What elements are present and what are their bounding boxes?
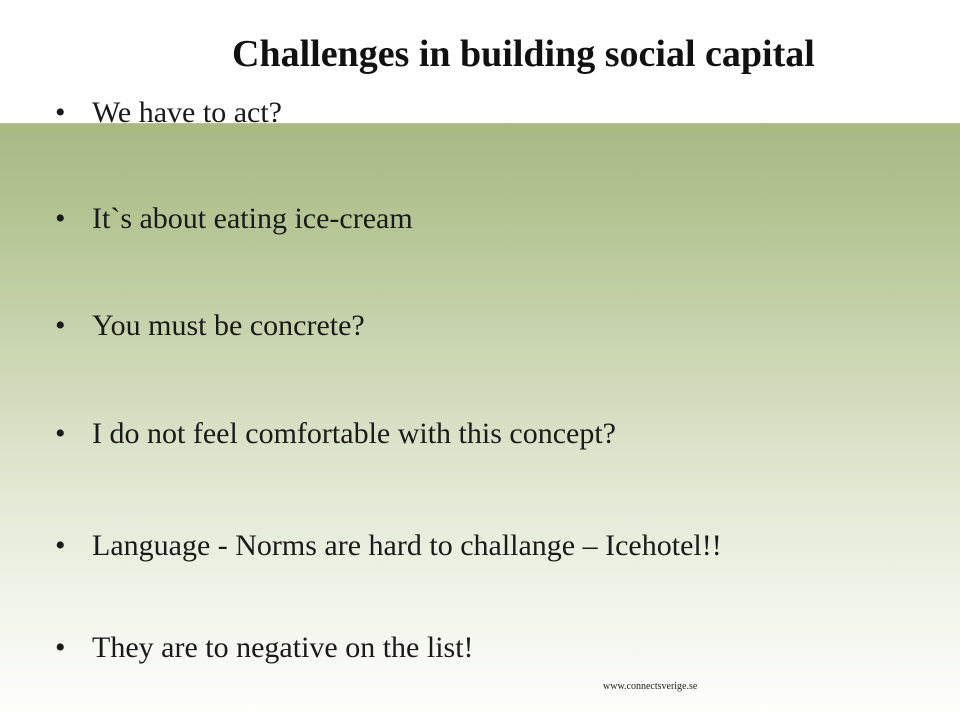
bullet-icon: •	[55, 96, 66, 129]
list-item	[55, 196, 935, 242]
bullet-text: It`s about eating ice-cream	[92, 202, 413, 235]
bullet-text: We have to act?	[92, 96, 282, 129]
bullet-icon: •	[55, 529, 66, 562]
list-item	[55, 411, 935, 457]
bullet-text: They are to negative on the list!	[92, 631, 474, 664]
list-item	[55, 625, 935, 671]
bullet-icon: •	[55, 631, 66, 664]
slide-title: Challenges in building social capital	[232, 33, 815, 75]
list-item	[55, 90, 935, 136]
list-item	[55, 303, 935, 349]
bullet-icon: •	[55, 309, 66, 342]
bullet-icon: •	[55, 417, 66, 450]
bullet-icon: •	[55, 202, 66, 235]
list-item	[55, 523, 935, 569]
bullet-text: I do not feel comfortable with this concept?	[92, 417, 616, 450]
footer-url: www.connectsverige.se	[603, 681, 698, 692]
bullet-text: Language - Norms are hard to challange – Icehotel!!	[92, 529, 722, 562]
bullet-text: You must be concrete?	[92, 309, 365, 342]
